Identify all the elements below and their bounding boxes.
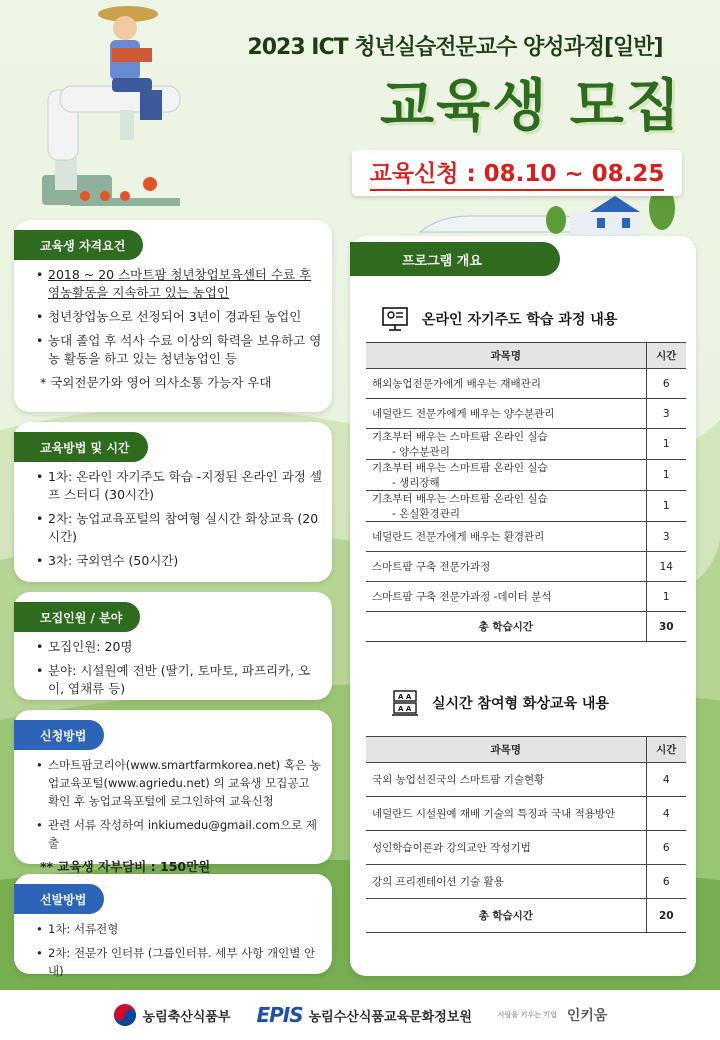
subject-subtopic: - 온실환경관리 [392,508,460,520]
qualification-item: • 농대 졸업 후 석사 수료 이상의 학력을 보유하고 영농 활동을 하고 있는 청년농업인 등 [36,332,322,368]
footer-logos [0,990,720,1040]
mafra-name: 농림축산식품부 [142,1009,231,1025]
subject-cell: 네덜란드 전문가에게 배우는 환경관리 [366,522,646,552]
hours-cell: 1 [646,429,686,460]
selection-item: • 2차: 전문가 인터뷰 (그룹인터뷰. 세부 사항 개인별 안내) [36,944,322,980]
hours-cell: 4 [646,763,686,797]
total-label: 총 학습시간 [366,612,646,642]
column-header-hours: 시간 [646,737,686,763]
qualification-item [36,266,322,302]
subject-subtopic: - 생리장해 [392,477,440,489]
subject-cell: 성인학습이론과 강의교안 작성기법 [366,831,646,865]
table-row [366,369,686,399]
hours-cell: 3 [646,399,686,429]
epis-name: 농림수산식품교육문화정보원 [308,1009,472,1025]
table-row [366,399,686,429]
apply-item: • 관련 서류 작성하여 inkiumedu@gmail.com으로 제출 [36,816,322,852]
online-course-table [366,342,686,642]
column-header-subject: 과목명 [366,737,646,763]
online-section-title [380,304,617,334]
inkium-tagline: 사람을 키우는 기업 [497,1011,557,1019]
mafra-logo [113,1003,231,1027]
application-period-text: 교육신청 : 08.10 ~ 08.25 [370,155,665,191]
hours-cell: 3 [646,522,686,552]
apply-panel [14,710,332,874]
qualification-list [36,266,322,398]
hours-cell: 1 [646,582,686,612]
apply-tag: 신청방법 [14,720,104,750]
table-total-row [366,899,686,933]
total-hours: 20 [646,899,686,933]
selection-tag: 선발방법 [14,884,104,914]
table-row [366,865,686,899]
live-section-title [390,688,609,718]
table-row [366,491,686,522]
subject-cell: 네덜란드 시설원예 재배 기술의 특징과 국내 적용방안 [366,797,646,831]
subject-cell [366,460,646,491]
subject-cell: 네덜란드 전문가에게 배우는 양수분관리 [366,399,646,429]
hours-cell: 6 [646,831,686,865]
qualification-tag: 교육생 자격요건 [14,230,143,260]
hours-cell: 1 [646,460,686,491]
table-row [366,797,686,831]
apply-list [36,756,322,882]
subject-cell [366,491,646,522]
recruit-tag: 모집인원 / 분야 [14,602,140,632]
apply-item: • 스마트팜코리아(www.smartfarmkorea.net) 혹은 농업교육포털(www.agriedu.net) 의 교육생 모집공고 확인 후 농업교육포털에 로그인하여 교육신청 [36,756,322,810]
table-row [366,522,686,552]
subject-cell: 스마트팜 구축 전문가과정 -데이터 분석 [366,582,646,612]
hours-cell: 4 [646,797,686,831]
selection-item: • 1차: 서류전형 [36,920,322,938]
method-item: • 1차: 온라인 자기주도 학습 -지정된 온라인 과정 셀프 스터디 (30시간) [36,468,322,504]
inkium-logo [498,1005,608,1025]
method-item: • 3차: 국외연수 (50시간) [36,552,322,570]
qualification-note: * 국외전문가와 영어 의사소통 가능자 우대 [40,375,272,390]
method-item: • 2차: 농업교육포털의 참여형 실시간 화상교육 (20시간) [36,510,322,546]
total-label: 총 학습시간 [366,899,646,933]
program-panel [350,236,696,976]
live-section-title-text: 실시간 참여형 화상교육 내용 [432,696,609,712]
hours-cell: 14 [646,552,686,582]
svg-text:A A: A A [398,693,412,701]
classroom-icon [390,688,420,718]
program-tag: 프로그램 개요 [350,242,560,276]
table-row [366,763,686,797]
recruit-item: • 모집인원: 20명 [36,638,322,656]
subject-cell [366,429,646,460]
subject-cell: 강의 프리젠테이션 기술 활용 [366,865,646,899]
hours-cell: 6 [646,865,686,899]
method-list [36,468,322,576]
subject-text: 기초부터 배우는 스마트팜 온라인 실습 [372,462,548,474]
subject-cell: 국외 농업선진국의 스마트팜 기술현황 [366,763,646,797]
column-header-hours: 시간 [646,343,686,369]
course-subtitle: 2023 ICT 청년실습전문교수 양성과정[일반] [247,35,663,60]
hours-cell: 1 [646,491,686,522]
subject-text: 기초부터 배우는 스마트팜 온라인 실습 [372,431,548,443]
subject-text: 기초부터 배우는 스마트팜 온라인 실습 [372,493,548,505]
subject-subtopic: - 양수분관리 [392,446,450,458]
qualification-item: • 청년창업농으로 선정되어 3년이 경과된 농업인 [36,308,322,326]
selection-panel [14,874,332,978]
table-row [366,582,686,612]
method-tag: 교육방법 및 시간 [14,432,148,462]
live-course-table [366,736,686,933]
column-header-subject: 과목명 [366,343,646,369]
table-total-row [366,612,686,642]
selection-list [36,920,322,986]
table-row [366,429,686,460]
svg-text:A A: A A [398,705,412,713]
table-row [366,552,686,582]
table-header-row [366,343,686,369]
table-header-row [366,737,686,763]
qualification-panel [14,220,332,412]
method-panel [14,422,332,582]
recruit-list [36,638,322,704]
epis-mark: EPIS [256,1003,303,1027]
total-hours: 30 [646,612,686,642]
table-row [366,831,686,865]
recruit-panel [14,592,332,700]
apply-fee: ** 교육생 자부담비 : 150만원 [40,859,211,874]
page-title: 교육생 모집 [380,74,682,139]
online-section-title-text: 온라인 자기주도 학습 과정 내용 [422,312,618,328]
qualification-item-text: 2018 ~ 20 스마트팜 청년창업보육센터 수료 후 영농활동을 지속하고 있는 농업인 [48,267,312,300]
recruit-item: • 분야: 시설원예 전반 (딸기, 토마토, 파프리카, 오이, 엽채류 등) [36,662,322,698]
monitor-icon [380,304,410,334]
taegeuk-icon [113,1003,137,1027]
table-row [366,460,686,491]
hours-cell: 6 [646,369,686,399]
application-period [352,150,682,196]
inkium-name: 인키움 [566,1008,608,1024]
subject-cell: 스마트팜 구축 전문가과정 [366,552,646,582]
subject-cell: 해외농업전문가에게 배우는 재배관리 [366,369,646,399]
epis-logo [256,1003,471,1027]
